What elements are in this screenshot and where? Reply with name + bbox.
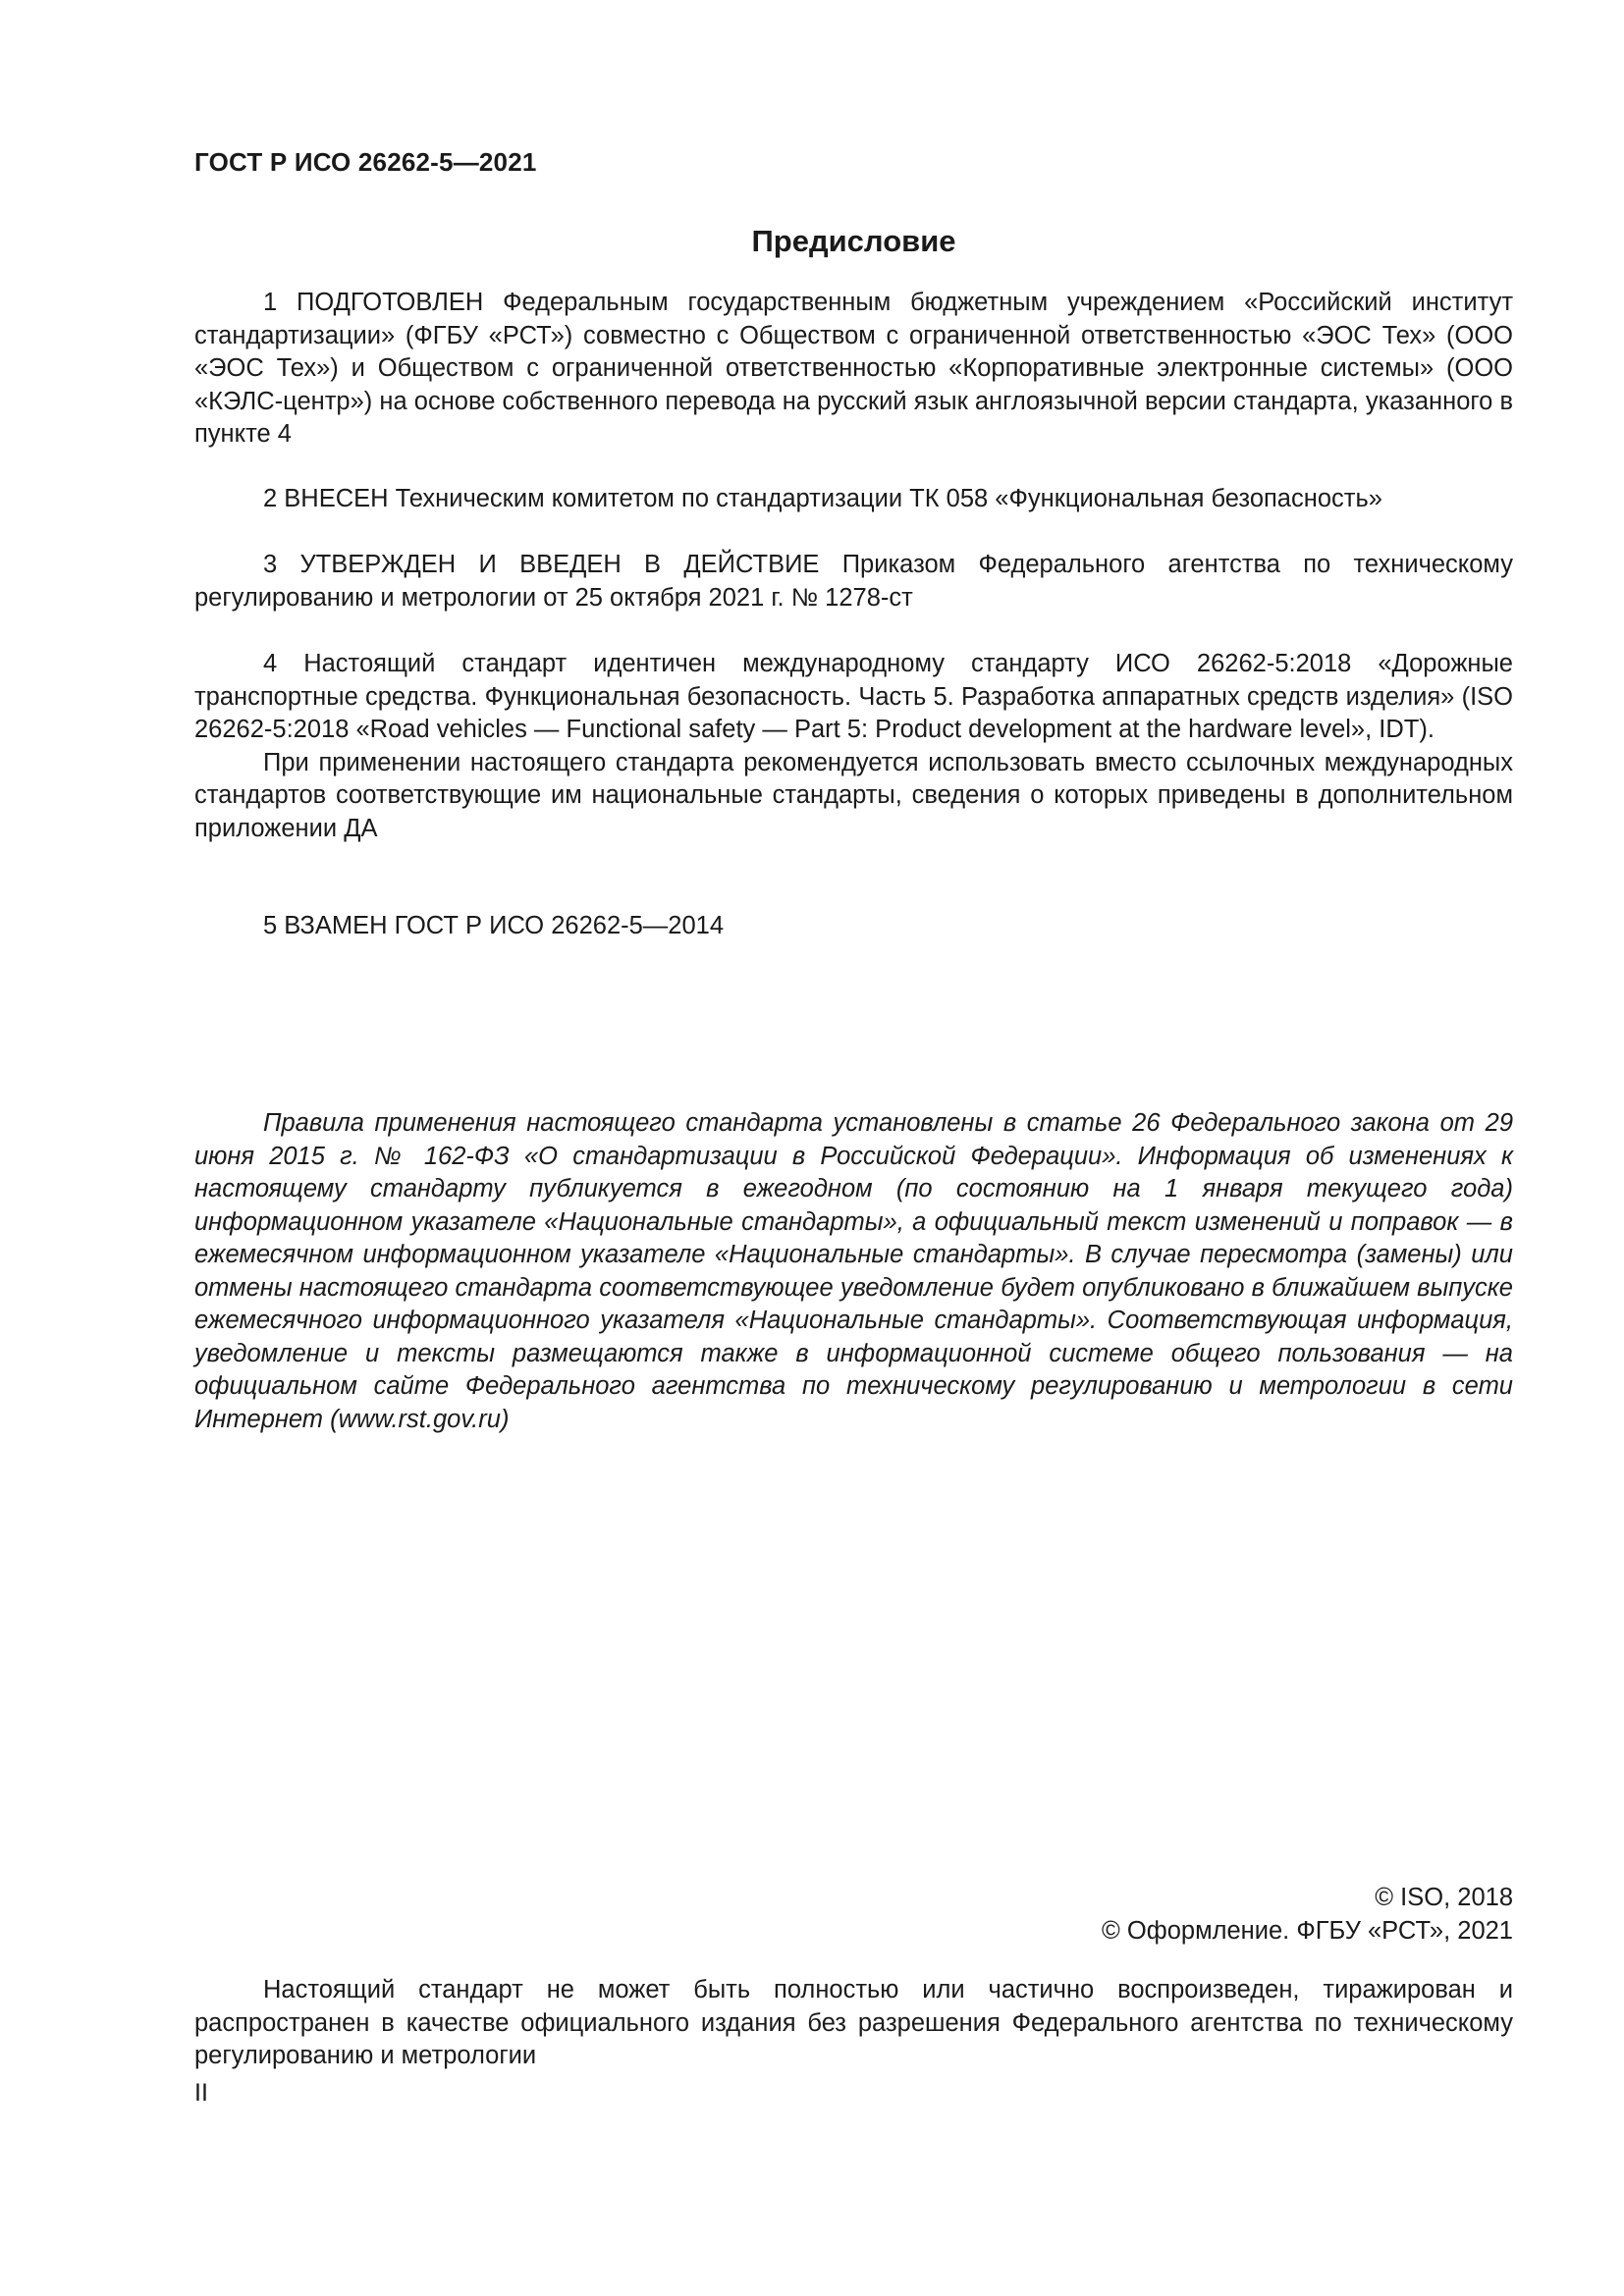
copyright-iso: © ISO, 2018: [1375, 1884, 1513, 1911]
foreword-section-1: [194, 287, 1513, 452]
paragraph-identical: 4 Настоящий стандарт идентичен международному стандарту ИСО 26262-5:2018 «Дорожные транспортные средства. Функциональная безопасность. Часть 5. Разработка аппаратных средств изделия» (ISO 26262-5:2018 «Road vehicles — Functional safety — Part 5: Product development at the hardware level», IDT).: [194, 650, 1513, 743]
copyright-design: © Оформление. ФГБУ «РСТ», 2021: [1102, 1917, 1513, 1945]
reproduction-notice: Настоящий стандарт не может быть полностью или частично воспроизведен, тиражирован и распространен в качестве официального издания без разрешения Федерального агентства по техническому регулированию и метрологии: [194, 1976, 1513, 2069]
paragraph-prepared: 1 ПОДГОТОВЛЕН Федеральным государственным бюджетным учреждением «Российский институт стандартизации» (ФГБУ «РСТ») совместно с Обществом с ограниченной ответственностью «ЭОС Тех» (ООО «ЭОС Тех») и Обществом с ограниченной ответственностью «Корпоративные электронные системы» (ООО «КЭЛС-центр») на основе собственного перевода на русский язык англоязычной версии стандарта, указанного в пункте 4: [194, 289, 1513, 448]
paragraph-replaced: 5 ВЗАМЕН ГОСТ Р ИСО 26262-5—2014: [263, 912, 725, 939]
page-title: Предисловие: [751, 224, 956, 258]
foreword-section-3: [194, 549, 1513, 614]
paragraph-national-standards: При применении настоящего стандарта рекомендуется использовать вместо ссылочных международных стандартов соответствующие им национальные стандарты, сведения о которых приведены в дополнительном приложении ДА: [194, 748, 1513, 842]
foreword-section-4: [194, 648, 1513, 845]
copyright-block: [1102, 1881, 1513, 1948]
standard-code: ГОСТ Р ИСО 26262-5—2021: [194, 147, 537, 177]
foreword-section-2: [194, 483, 1513, 516]
paragraph-approved: 3 УТВЕРЖДЕН И ВВЕДЕН В ДЕЙСТВИЕ Приказом Федерального агентства по техническому регулированию и метрологии от 25 октября 2021 г. № 1278-ст: [194, 551, 1513, 612]
page-number: II: [194, 2079, 208, 2107]
application-rules-notice: Правила применения настоящего стандарта установлены в статье 26 Федерального закона от 29 июня 2015 г. № 162-ФЗ «О стандартизации в Российской Федерации». Информация об изменениях к настоящему стандарту публикуется в ежегодном (по состоянию на 1 января текущего года) информационном указателе «Национальные стандарты», а официальный текст изменений и поправок — в ежемесячном информационном указателе «Национальные стандарты». В случае пересмотра (замены) или отмены настоящего стандарта соответствующее уведомление будет опубликовано в ближайшем выпуске ежемесячного информационного указателя «Национальные стандарты». Соответствующая информация, уведомление и тексты размещаются также в информационной системе общего пользования — на официальном сайте Федерального агентства по техническому регулированию и метрологии в сети Интернет (www.rst.gov.ru): [194, 1109, 1513, 1433]
paragraph-introduced: 2 ВНЕСЕН Техническим комитетом по стандартизации ТК 058 «Функциональная безопасность»: [263, 485, 1382, 512]
foreword-section-5: [194, 910, 1513, 943]
